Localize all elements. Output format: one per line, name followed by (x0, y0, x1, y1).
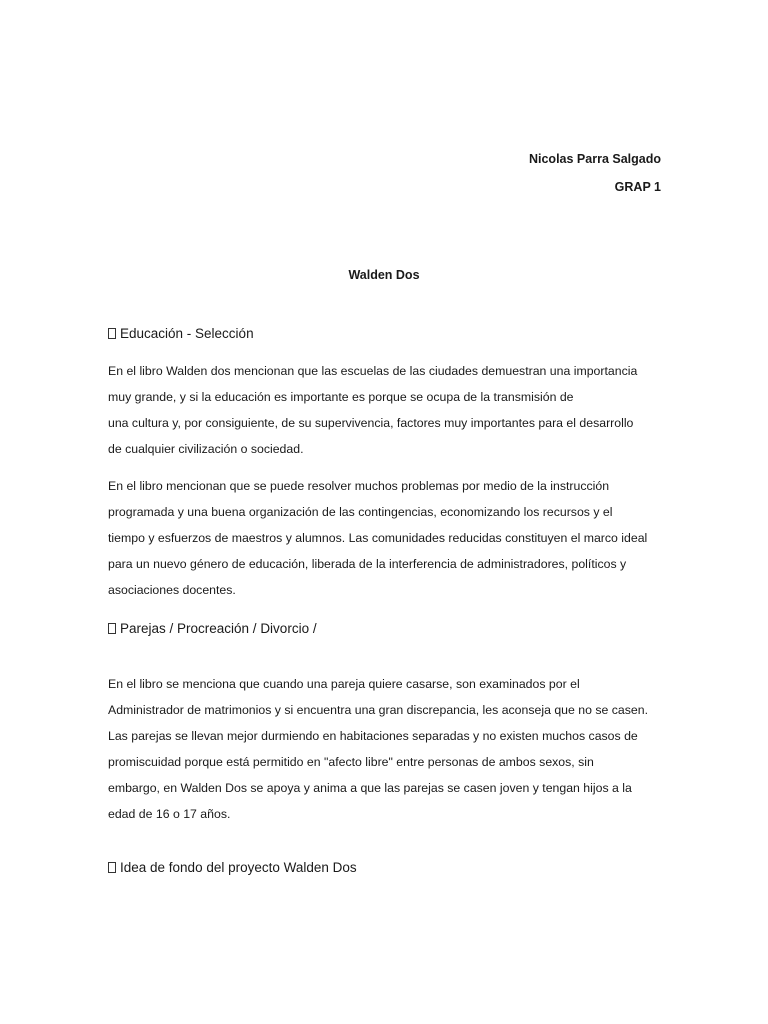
section-heading-educacion (108, 324, 254, 344)
missing-glyph-bullet-icon (108, 862, 116, 873)
paragraph-educacion-1 (108, 358, 660, 462)
paragraph-educacion-2 (108, 473, 660, 603)
section-heading-idea-de-fondo (108, 858, 357, 878)
section-heading-text: Idea de fondo del proyecto Walden Dos (120, 860, 357, 875)
paragraph-line: En el libro Walden dos mencionan que las escuelas de las ciudades demuestran una importancia (108, 364, 638, 378)
paragraph-line: asociaciones docentes. (108, 583, 236, 597)
paragraph-line: En el libro mencionan que se puede resolver muchos problemas por medio de la instrucción (108, 479, 610, 493)
paragraph-line: programada y una buena organización de las contingencias, economizando los recursos y el (108, 505, 613, 519)
paragraph-line: embargo, en Walden Dos se apoya y anima a que las parejas se casen joven y tengan hijos a la (108, 781, 632, 795)
author-name: Nicolas Parra Salgado (528, 152, 661, 166)
paragraph-line: de cualquier civilización o sociedad. (108, 442, 304, 456)
paragraph-line: edad de 16 o 17 años. (108, 807, 231, 821)
paragraph-line: muy grande, y si la educación es importante es porque se ocupa de la transmisión de (108, 390, 574, 404)
paragraph-line: Administrador de matrimonios y si encuentra una gran discrepancia, les aconseja que no se casen. (108, 703, 648, 717)
section-heading-parejas (108, 619, 317, 639)
group-code: GRAP 1 (614, 180, 661, 194)
missing-glyph-bullet-icon (108, 328, 116, 339)
paragraph-line: En el libro se menciona que cuando una pareja quiere casarse, son examinados por el (108, 677, 580, 691)
paragraph-line: para un nuevo género de educación, liberada de la interferencia de administradores, políticos y (108, 557, 627, 571)
paragraph-line: promiscuidad porque está permitido en "afecto libre" entre personas de ambos sexos, sin (108, 755, 594, 769)
section-heading-text: Educación - Selección (120, 326, 254, 341)
section-heading-text: Parejas / Procreación / Divorcio / (120, 621, 317, 636)
document-title: Walden Dos (348, 268, 420, 282)
paragraph-parejas-1 (108, 671, 660, 827)
paragraph-line: tiempo y esfuerzos de maestros y alumnos. Las comunidades reducidas constituyen el marco ideal (108, 531, 648, 545)
paragraph-line: una cultura y, por consiguiente, de su supervivencia, factores muy importantes para el desarrollo (108, 416, 634, 430)
missing-glyph-bullet-icon (108, 623, 116, 634)
paragraph-line: Las parejas se llevan mejor durmiendo en habitaciones separadas y no existen muchos casos de (108, 729, 638, 743)
